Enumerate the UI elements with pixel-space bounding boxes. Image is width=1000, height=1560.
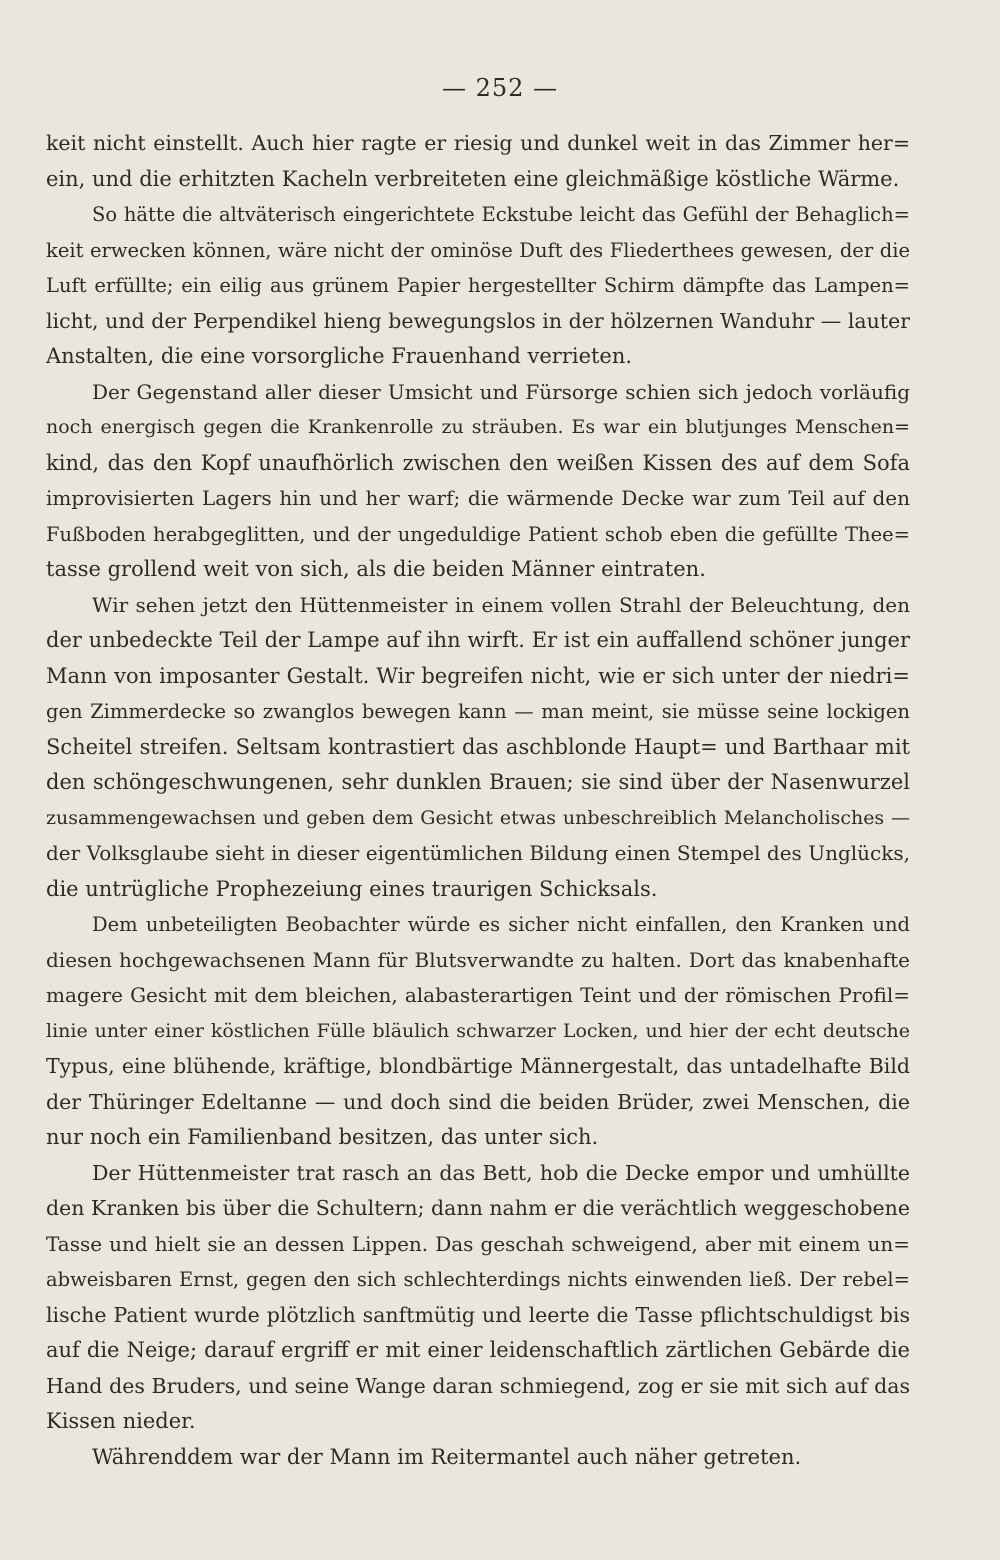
text-line: nur noch ein Familienband besitzen, das unter sich. xyxy=(46,1125,599,1149)
page-number: — 252 — xyxy=(441,74,559,102)
text-line: Wir sehen jetzt den Hüttenmeister in einem vollen Strahl der Beleuchtung, den xyxy=(92,592,910,617)
text-line: ein, und die erhitzten Kacheln verbreiteten eine gleichmäßige köstliche Wärme. xyxy=(46,166,900,191)
text-line: Kissen nieder. xyxy=(46,1409,196,1433)
text-line: der Volksglaube sieht in dieser eigentümlichen Bildung einen Stempel des Unglücks, xyxy=(46,841,910,865)
text-line: gen Zimmerdecke so zwanglos bewegen kann — man meint, sie müsse seine lockigen xyxy=(46,700,910,723)
text-line: Der Hüttenmeister trat rasch an das Bett, hob die Decke empor und umhüllte xyxy=(92,1160,910,1185)
paragraph xyxy=(46,1156,910,1440)
text-line: lische Patient wurde plötzlich sanftmütig und leerte die Tasse pflichtschuldigst bis xyxy=(46,1302,910,1327)
paragraph xyxy=(46,375,910,588)
text-line: die untrügliche Prophezeiung eines traurigen Schicksals. xyxy=(46,876,658,901)
text-line: den schöngeschwungenen, sehr dunklen Brauen; sie sind über der Nasenwurzel xyxy=(46,770,910,794)
text-line: tasse grollend weit von sich, als die beiden Männer eintraten. xyxy=(46,557,706,581)
text-line: auf die Neige; darauf ergriff er mit einer leidenschaftlich zärtlichen Gebärde die xyxy=(46,1338,910,1362)
text-line: Fußboden herabgeglitten, und der ungeduldige Patient schob eben die gefüllte Thee= xyxy=(46,522,910,546)
paragraph xyxy=(46,588,910,908)
text-line: noch energisch gegen die Krankenrolle zu sträuben. Es war ein blutjunges Menschen= xyxy=(46,416,910,438)
text-line: Scheitel streifen. Seltsam kontrastiert das aschblonde Haupt= und Barthaar mit xyxy=(46,734,910,759)
paragraph xyxy=(46,126,910,197)
text-line: zusammengewachsen und geben dem Gesicht etwas unbeschreiblich Melancholisches — xyxy=(46,806,910,829)
text-line: linie unter einer köstlichen Fülle bläulich schwarzer Locken, und hier der echt deutsche xyxy=(46,1019,910,1042)
text-line: kind, das den Kopf unaufhörlich zwischen den weißen Kissen des auf dem Sofa xyxy=(46,450,910,475)
paragraph xyxy=(46,197,910,375)
text-line: Typus, eine blühende, kräftige, blondbärtige Männergestalt, das untadelhafte Bild xyxy=(46,1054,910,1078)
paragraph xyxy=(46,907,910,1156)
paragraph xyxy=(46,1440,910,1476)
text-line: Mann von imposanter Gestalt. Wir begreifen nicht, wie er sich unter der niedri= xyxy=(46,663,910,688)
text-line: der Thüringer Edeltanne — und doch sind die beiden Brüder, zwei Menschen, die xyxy=(46,1089,910,1114)
text-line: den Kranken bis über die Schultern; dann nahm er die verächtlich weggeschobene xyxy=(46,1196,910,1220)
text-line: keit erwecken können, wäre nicht der ominöse Duft des Fliederthees gewesen, der die xyxy=(46,238,910,262)
text-line: der unbedeckte Teil der Lampe auf ihn wirft. Er ist ein auffallend schöner junger xyxy=(46,628,910,652)
text-line: Tasse und hielt sie an dessen Lippen. Das geschah schweigend, aber mit einem un= xyxy=(46,1231,910,1256)
text-line: abweisbaren Ernst, gegen den sich schlechterdings nichts einwenden ließ. Der rebel= xyxy=(46,1268,910,1291)
text-line: Hand des Bruders, und seine Wange daran schmiegend, zog er sie mit sich auf das xyxy=(46,1373,910,1398)
text-line: improvisierten Lagers hin und her warf; die wärmende Decke war zum Teil auf den xyxy=(46,486,910,510)
text-line: diesen hochgewachsenen Mann für Blutsverwandte zu halten. Dort das knabenhafte xyxy=(46,947,910,972)
text-line: licht, und der Perpendikel hieng bewegungslos in der hölzernen Wanduhr — lauter xyxy=(46,308,910,333)
text-line: Der Gegenstand aller dieser Umsicht und Fürsorge schien sich jedoch vorläufig xyxy=(92,379,910,404)
text-line: Anstalten, die eine vorsorgliche Frauenhand verrieten. xyxy=(46,344,633,368)
text-line: Luft erfüllte; ein eilig aus grünem Papier hergestellter Schirm dämpfte das Lampen= xyxy=(46,274,910,297)
text-line: magere Gesicht mit dem bleichen, alabasterartigen Teint und der römischen Profil= xyxy=(46,983,910,1007)
text-body xyxy=(46,126,910,1475)
text-line: Währenddem war der Mann im Reitermantel auch näher getreten. xyxy=(92,1444,802,1469)
text-line: keit nicht einstellt. Auch hier ragte er riesig und dunkel weit in das Zimmer her= xyxy=(46,131,910,155)
text-line: Dem unbeteiligten Beobachter würde es sicher nicht einfallen, den Kranken und xyxy=(92,913,910,936)
text-line: So hätte die altväterisch eingerichtete Eckstube leicht das Gefühl der Behaglich= xyxy=(92,203,910,226)
